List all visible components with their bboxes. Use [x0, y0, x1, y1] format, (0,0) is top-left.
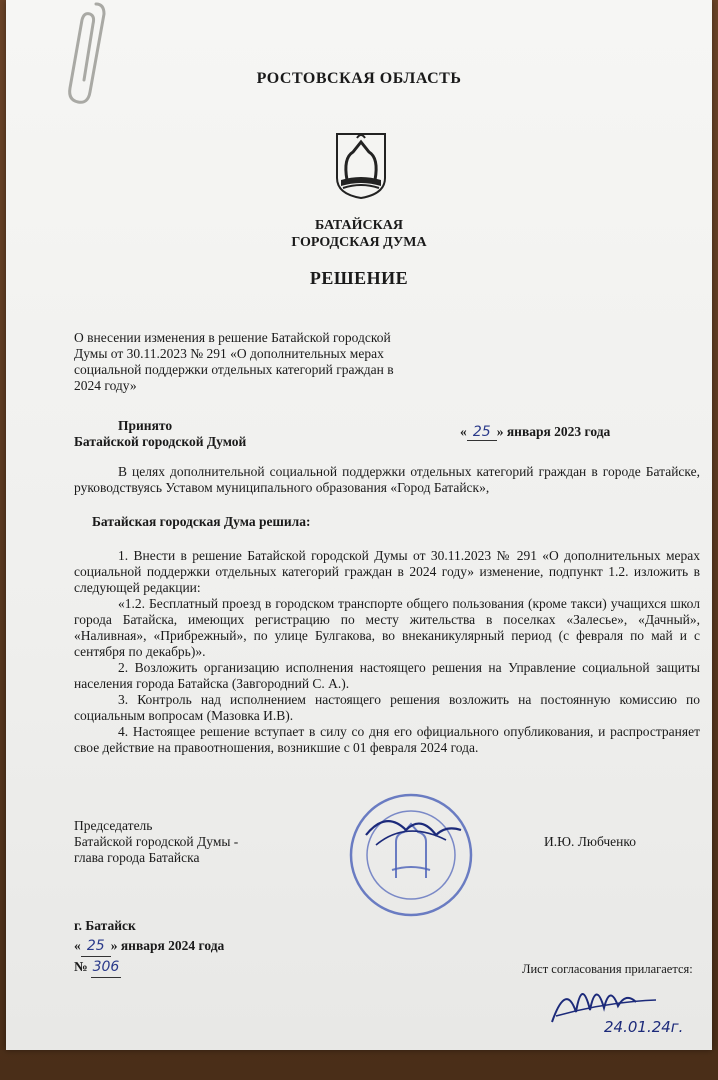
approval-note: Лист согласования прилагается:: [522, 962, 693, 976]
adoption-day-handwritten: 25: [467, 424, 497, 441]
signing-date-rest: » января 2024 года: [110, 938, 225, 953]
adoption-date: [460, 424, 610, 441]
duma-header: [6, 217, 712, 251]
adopted-line-1: Принято: [118, 418, 173, 433]
resolved-heading: Батайская городская Дума решила:: [92, 514, 311, 529]
document-number-handwritten: 306: [91, 957, 121, 978]
place-name: г. Батайск: [74, 918, 136, 933]
document-page: [6, 0, 712, 1050]
signer-line-1: Председатель: [74, 818, 153, 833]
adoption-date-rest: » января 2023 года: [496, 424, 611, 439]
approval-handwritten-date: 24.01.24г.: [604, 1018, 684, 1036]
document-type-title: РЕШЕНИЕ: [309, 268, 409, 288]
signing-date-quote: «: [74, 938, 81, 953]
preamble: В целях дополнительной социальной поддержки отдельных категорий граждан в городе Батайске, руководствуясь Уставом муниципального образования «Город Батайск»,: [74, 464, 700, 495]
adopted-by: [74, 418, 246, 450]
signing-day-handwritten: 25: [81, 936, 111, 957]
paragraph-4: 4. Настоящее решение вступает в силу со дня его официального опубликования, и распространяет свое действие на правоотношения, возникшие с 01 февраля 2024 года.: [74, 724, 700, 755]
signer-line-3: глава города Батайска: [74, 850, 200, 865]
document-body: [74, 464, 700, 756]
paragraph-3: 3. Контроль над исполнением настоящего решения возложить на постоянную комиссию по социальным вопросам (Мазовка И.В).: [74, 692, 700, 723]
paragraph-2: 2. Возложить организацию исполнения настоящего решения на Управление социальной защиты населения города Батайска (Завгородний С. А.).: [74, 660, 700, 691]
duma-line-1: БАТАЙСКАЯ: [314, 218, 404, 233]
adoption-date-quote: «: [460, 424, 467, 439]
adopted-line-2: Батайской городской Думой: [74, 434, 247, 449]
document-subject: О внесении изменения в решение Батайской городской Думы от 30.11.2023 № 291 «О дополнительных мерах социальной поддержки отдельных категорий граждан в 2024 году»: [74, 330, 394, 393]
signing-date: [74, 936, 224, 957]
signer-title: [74, 818, 238, 866]
paragraph-1: 1. Внести в решение Батайской городской Думы от 30.11.2023 № 291 «О дополнительных мерах социальной поддержки отдельных категорий граждан в 2024 году» изменение, подпункт 1.2. изложить в следующей редакции:: [74, 548, 700, 595]
signer-line-2: Батайской городской Думы -: [74, 834, 239, 849]
document-number: [74, 957, 224, 978]
paper-clip-icon: [60, 0, 110, 110]
paragraph-1-quote: «1.2. Бесплатный проезд в городском транспорте общего пользования (кроме такси) учащихся школ города Батайска, имеющих регистрацию по месту жительства в поселках «Залесье», «Дачный», «Наливная», «Прибрежный», по улице Булгакова, во внеканикулярный период (с февраля по май и с сентября по декабрь)».: [74, 596, 700, 659]
region-header: РОСТОВСКАЯ ОБЛАСТЬ: [256, 70, 462, 87]
handwritten-approval-signature: [546, 972, 696, 1038]
duma-line-2: ГОРОДСКАЯ ДУМА: [291, 235, 427, 250]
coat-of-arms-emblem: [333, 130, 389, 200]
signer-name: И.Ю. Любченко: [544, 834, 636, 849]
official-seal-stamp: [346, 790, 476, 920]
number-prefix: №: [74, 959, 88, 974]
place-and-date: [74, 916, 224, 978]
